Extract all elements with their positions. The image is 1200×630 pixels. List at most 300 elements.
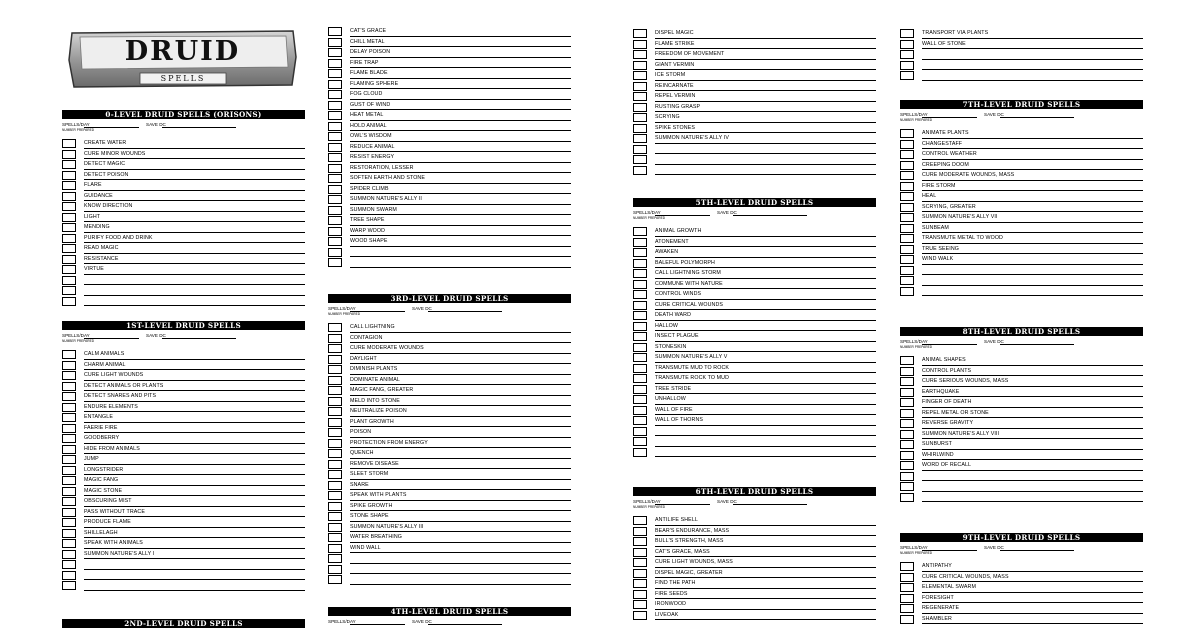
write-in-line[interactable] xyxy=(655,101,876,102)
prepared-count-box[interactable] xyxy=(62,466,76,475)
prepared-count-box[interactable] xyxy=(633,558,647,567)
write-in-line[interactable] xyxy=(655,309,876,310)
prepared-count-box[interactable] xyxy=(900,482,914,491)
write-in-line[interactable] xyxy=(655,372,876,373)
prepared-count-box[interactable] xyxy=(900,615,914,624)
prepared-count-box[interactable] xyxy=(900,192,914,201)
write-in-line[interactable] xyxy=(655,383,876,384)
write-in-line[interactable] xyxy=(350,141,571,142)
prepared-count-box[interactable] xyxy=(62,550,76,559)
prepared-count-box[interactable] xyxy=(633,124,647,133)
prepared-count-box[interactable] xyxy=(328,365,342,374)
prepared-count-box[interactable] xyxy=(900,430,914,439)
write-in-line[interactable] xyxy=(84,432,305,433)
prepared-count-box[interactable] xyxy=(900,140,914,149)
prepared-count-box[interactable] xyxy=(633,590,647,599)
write-in-line[interactable] xyxy=(350,395,571,396)
prepared-count-box[interactable] xyxy=(62,234,76,243)
prepared-count-box[interactable] xyxy=(62,434,76,443)
write-in-line[interactable] xyxy=(350,172,571,173)
prepared-count-box[interactable] xyxy=(328,164,342,173)
write-in-line[interactable] xyxy=(655,59,876,60)
prepared-count-box[interactable] xyxy=(633,322,647,331)
write-in-line[interactable] xyxy=(655,246,876,247)
prepared-count-box[interactable] xyxy=(633,71,647,80)
prepared-count-box[interactable] xyxy=(328,575,342,584)
prepared-count-box[interactable] xyxy=(62,529,76,538)
write-in-line[interactable] xyxy=(655,38,876,39)
prepared-count-box[interactable] xyxy=(62,445,76,454)
prepared-count-box[interactable] xyxy=(633,406,647,415)
write-in-line[interactable] xyxy=(922,459,1143,460)
prepared-count-box[interactable] xyxy=(328,386,342,395)
prepared-count-box[interactable] xyxy=(633,579,647,588)
prepared-count-box[interactable] xyxy=(328,544,342,553)
write-in-line[interactable] xyxy=(655,90,876,91)
prepared-count-box[interactable] xyxy=(900,161,914,170)
prepared-count-box[interactable] xyxy=(900,171,914,180)
prepared-count-box[interactable] xyxy=(900,40,914,49)
prepared-count-box[interactable] xyxy=(62,413,76,422)
write-in-line[interactable] xyxy=(922,407,1143,408)
prepared-count-box[interactable] xyxy=(900,583,914,592)
prepared-count-box[interactable] xyxy=(62,150,76,159)
write-in-line[interactable] xyxy=(84,537,305,538)
write-in-line[interactable] xyxy=(922,59,1143,60)
prepared-count-box[interactable] xyxy=(633,269,647,278)
write-in-line[interactable] xyxy=(655,330,876,331)
write-in-line[interactable] xyxy=(350,162,571,163)
write-in-line[interactable] xyxy=(350,214,571,215)
write-in-line[interactable] xyxy=(922,80,1143,81)
prepared-count-box[interactable] xyxy=(328,554,342,563)
write-in-line[interactable] xyxy=(350,405,571,406)
write-in-line[interactable] xyxy=(84,474,305,475)
prepared-count-box[interactable] xyxy=(328,153,342,162)
prepared-count-box[interactable] xyxy=(633,155,647,164)
write-in-line[interactable] xyxy=(84,590,305,591)
write-in-line[interactable] xyxy=(350,88,571,89)
write-in-line[interactable] xyxy=(922,501,1143,502)
write-in-line[interactable] xyxy=(350,468,571,469)
prepared-count-box[interactable] xyxy=(328,533,342,542)
write-in-line[interactable] xyxy=(84,390,305,391)
prepared-count-box[interactable] xyxy=(633,516,647,525)
prepared-count-box[interactable] xyxy=(900,245,914,254)
prepared-count-box[interactable] xyxy=(900,50,914,59)
write-in-line[interactable] xyxy=(84,359,305,360)
prepared-count-box[interactable] xyxy=(328,323,342,332)
prepared-count-box[interactable] xyxy=(633,311,647,320)
write-in-line[interactable] xyxy=(655,414,876,415)
prepared-count-box[interactable] xyxy=(328,344,342,353)
write-in-line[interactable] xyxy=(922,38,1143,39)
prepared-count-box[interactable] xyxy=(62,297,76,306)
prepared-count-box[interactable] xyxy=(62,265,76,274)
write-in-line[interactable] xyxy=(922,491,1143,492)
write-in-line[interactable] xyxy=(350,342,571,343)
write-in-line[interactable] xyxy=(922,274,1143,275)
prepared-count-box[interactable] xyxy=(900,203,914,212)
prepared-count-box[interactable] xyxy=(900,573,914,582)
write-in-line[interactable] xyxy=(350,542,571,543)
write-in-line[interactable] xyxy=(655,132,876,133)
write-in-line[interactable] xyxy=(922,48,1143,49)
write-in-line[interactable] xyxy=(922,613,1143,614)
prepared-count-box[interactable] xyxy=(633,416,647,425)
write-in-line[interactable] xyxy=(655,341,876,342)
prepared-count-box[interactable] xyxy=(328,59,342,68)
write-in-line[interactable] xyxy=(655,69,876,70)
prepared-count-box[interactable] xyxy=(633,103,647,112)
prepared-count-box[interactable] xyxy=(62,424,76,433)
write-in-line[interactable] xyxy=(84,169,305,170)
prepared-count-box[interactable] xyxy=(62,255,76,264)
write-in-line[interactable] xyxy=(922,428,1143,429)
prepared-count-box[interactable] xyxy=(328,195,342,204)
write-in-line[interactable] xyxy=(655,174,876,175)
prepared-count-box[interactable] xyxy=(328,80,342,89)
write-in-line[interactable] xyxy=(84,548,305,549)
write-in-line[interactable] xyxy=(350,256,571,257)
prepared-count-box[interactable] xyxy=(328,237,342,246)
prepared-count-box[interactable] xyxy=(633,290,647,299)
write-in-line[interactable] xyxy=(922,222,1143,223)
write-in-line[interactable] xyxy=(655,577,876,578)
write-in-line[interactable] xyxy=(922,264,1143,265)
prepared-count-box[interactable] xyxy=(328,69,342,78)
prepared-count-box[interactable] xyxy=(900,493,914,502)
write-in-line[interactable] xyxy=(922,211,1143,212)
write-in-line[interactable] xyxy=(350,552,571,553)
write-in-line[interactable] xyxy=(922,470,1143,471)
write-in-line[interactable] xyxy=(84,284,305,285)
write-in-line[interactable] xyxy=(350,109,571,110)
prepared-count-box[interactable] xyxy=(62,192,76,201)
write-in-line[interactable] xyxy=(350,447,571,448)
write-in-line[interactable] xyxy=(655,456,876,457)
prepared-count-box[interactable] xyxy=(900,604,914,613)
prepared-count-box[interactable] xyxy=(328,48,342,57)
write-in-line[interactable] xyxy=(922,438,1143,439)
prepared-count-box[interactable] xyxy=(328,565,342,574)
write-in-line[interactable] xyxy=(350,183,571,184)
prepared-count-box[interactable] xyxy=(62,455,76,464)
prepared-count-box[interactable] xyxy=(633,134,647,143)
prepared-count-box[interactable] xyxy=(633,427,647,436)
write-in-line[interactable] xyxy=(655,404,876,405)
prepared-count-box[interactable] xyxy=(633,50,647,59)
write-in-line[interactable] xyxy=(350,204,571,205)
write-in-line[interactable] xyxy=(350,489,571,490)
write-in-line[interactable] xyxy=(922,295,1143,296)
prepared-count-box[interactable] xyxy=(328,101,342,110)
write-in-line[interactable] xyxy=(350,151,571,152)
prepared-count-box[interactable] xyxy=(900,234,914,243)
write-in-line[interactable] xyxy=(922,253,1143,254)
write-in-line[interactable] xyxy=(655,535,876,536)
write-in-line[interactable] xyxy=(84,221,305,222)
prepared-count-box[interactable] xyxy=(633,280,647,289)
prepared-count-box[interactable] xyxy=(62,361,76,370)
prepared-count-box[interactable] xyxy=(328,132,342,141)
prepared-count-box[interactable] xyxy=(900,213,914,222)
write-in-line[interactable] xyxy=(84,232,305,233)
write-in-line[interactable] xyxy=(350,510,571,511)
write-in-line[interactable] xyxy=(655,122,876,123)
write-in-line[interactable] xyxy=(84,200,305,201)
write-in-line[interactable] xyxy=(84,527,305,528)
prepared-count-box[interactable] xyxy=(328,470,342,479)
write-in-line[interactable] xyxy=(655,609,876,610)
write-in-line[interactable] xyxy=(350,46,571,47)
prepared-count-box[interactable] xyxy=(633,166,647,175)
write-in-line[interactable] xyxy=(84,158,305,159)
prepared-count-box[interactable] xyxy=(328,502,342,511)
prepared-count-box[interactable] xyxy=(633,301,647,310)
prepared-count-box[interactable] xyxy=(900,419,914,428)
write-in-line[interactable] xyxy=(655,236,876,237)
prepared-count-box[interactable] xyxy=(633,113,647,122)
prepared-count-box[interactable] xyxy=(900,182,914,191)
write-in-line[interactable] xyxy=(922,201,1143,202)
prepared-count-box[interactable] xyxy=(62,181,76,190)
write-in-line[interactable] xyxy=(350,426,571,427)
prepared-count-box[interactable] xyxy=(900,29,914,38)
prepared-count-box[interactable] xyxy=(633,332,647,341)
write-in-line[interactable] xyxy=(84,558,305,559)
write-in-line[interactable] xyxy=(84,242,305,243)
write-in-line[interactable] xyxy=(350,130,571,131)
write-in-line[interactable] xyxy=(350,353,571,354)
write-in-line[interactable] xyxy=(350,521,571,522)
write-in-line[interactable] xyxy=(922,449,1143,450)
write-in-line[interactable] xyxy=(922,180,1143,181)
write-in-line[interactable] xyxy=(84,274,305,275)
write-in-line[interactable] xyxy=(350,36,571,37)
prepared-count-box[interactable] xyxy=(633,145,647,154)
prepared-count-box[interactable] xyxy=(633,611,647,620)
prepared-count-box[interactable] xyxy=(328,90,342,99)
prepared-count-box[interactable] xyxy=(328,418,342,427)
prepared-count-box[interactable] xyxy=(900,129,914,138)
prepared-count-box[interactable] xyxy=(62,392,76,401)
prepared-count-box[interactable] xyxy=(62,371,76,380)
prepared-count-box[interactable] xyxy=(633,448,647,457)
prepared-count-box[interactable] xyxy=(62,160,76,169)
write-in-line[interactable] xyxy=(922,623,1143,624)
write-in-line[interactable] xyxy=(922,232,1143,233)
write-in-line[interactable] xyxy=(655,299,876,300)
prepared-count-box[interactable] xyxy=(62,350,76,359)
prepared-count-box[interactable] xyxy=(900,367,914,376)
prepared-count-box[interactable] xyxy=(900,287,914,296)
write-in-line[interactable] xyxy=(350,225,571,226)
prepared-count-box[interactable] xyxy=(900,71,914,80)
write-in-line[interactable] xyxy=(922,190,1143,191)
write-in-line[interactable] xyxy=(350,235,571,236)
prepared-count-box[interactable] xyxy=(633,29,647,38)
prepared-count-box[interactable] xyxy=(900,61,914,70)
write-in-line[interactable] xyxy=(655,278,876,279)
write-in-line[interactable] xyxy=(350,416,571,417)
write-in-line[interactable] xyxy=(655,143,876,144)
write-in-line[interactable] xyxy=(655,556,876,557)
write-in-line[interactable] xyxy=(350,67,571,68)
prepared-count-box[interactable] xyxy=(633,82,647,91)
prepared-count-box[interactable] xyxy=(62,213,76,222)
prepared-count-box[interactable] xyxy=(633,548,647,557)
prepared-count-box[interactable] xyxy=(633,353,647,362)
prepared-count-box[interactable] xyxy=(900,224,914,233)
write-in-line[interactable] xyxy=(655,267,876,268)
prepared-count-box[interactable] xyxy=(633,92,647,101)
write-in-line[interactable] xyxy=(350,363,571,364)
prepared-count-box[interactable] xyxy=(633,238,647,247)
prepared-count-box[interactable] xyxy=(328,481,342,490)
prepared-count-box[interactable] xyxy=(900,472,914,481)
write-in-line[interactable] xyxy=(84,263,305,264)
prepared-count-box[interactable] xyxy=(62,487,76,496)
write-in-line[interactable] xyxy=(655,588,876,589)
write-in-line[interactable] xyxy=(84,464,305,465)
write-in-line[interactable] xyxy=(350,573,571,574)
write-in-line[interactable] xyxy=(84,305,305,306)
write-in-line[interactable] xyxy=(84,401,305,402)
write-in-line[interactable] xyxy=(350,374,571,375)
prepared-count-box[interactable] xyxy=(328,449,342,458)
prepared-count-box[interactable] xyxy=(328,376,342,385)
prepared-count-box[interactable] xyxy=(62,223,76,232)
prepared-count-box[interactable] xyxy=(633,385,647,394)
prepared-count-box[interactable] xyxy=(62,539,76,548)
prepared-count-box[interactable] xyxy=(62,139,76,148)
prepared-count-box[interactable] xyxy=(328,216,342,225)
write-in-line[interactable] xyxy=(922,602,1143,603)
prepared-count-box[interactable] xyxy=(328,38,342,47)
write-in-line[interactable] xyxy=(922,581,1143,582)
prepared-count-box[interactable] xyxy=(62,560,76,569)
write-in-line[interactable] xyxy=(84,485,305,486)
prepared-count-box[interactable] xyxy=(900,377,914,386)
write-in-line[interactable] xyxy=(922,148,1143,149)
write-in-line[interactable] xyxy=(655,567,876,568)
prepared-count-box[interactable] xyxy=(328,122,342,131)
prepared-count-box[interactable] xyxy=(62,276,76,285)
write-in-line[interactable] xyxy=(350,120,571,121)
prepared-count-box[interactable] xyxy=(633,248,647,257)
prepared-count-box[interactable] xyxy=(633,364,647,373)
write-in-line[interactable] xyxy=(655,362,876,363)
write-in-line[interactable] xyxy=(655,257,876,258)
write-in-line[interactable] xyxy=(84,148,305,149)
prepared-count-box[interactable] xyxy=(62,497,76,506)
write-in-line[interactable] xyxy=(350,267,571,268)
prepared-count-box[interactable] xyxy=(328,439,342,448)
write-in-line[interactable] xyxy=(84,453,305,454)
write-in-line[interactable] xyxy=(84,506,305,507)
prepared-count-box[interactable] xyxy=(900,255,914,264)
prepared-count-box[interactable] xyxy=(633,537,647,546)
prepared-count-box[interactable] xyxy=(328,407,342,416)
prepared-count-box[interactable] xyxy=(900,409,914,418)
write-in-line[interactable] xyxy=(655,546,876,547)
write-in-line[interactable] xyxy=(655,619,876,620)
write-in-line[interactable] xyxy=(655,351,876,352)
prepared-count-box[interactable] xyxy=(633,600,647,609)
write-in-line[interactable] xyxy=(655,525,876,526)
prepared-count-box[interactable] xyxy=(900,150,914,159)
prepared-count-box[interactable] xyxy=(900,461,914,470)
write-in-line[interactable] xyxy=(84,411,305,412)
write-in-line[interactable] xyxy=(655,393,876,394)
prepared-count-box[interactable] xyxy=(633,40,647,49)
write-in-line[interactable] xyxy=(84,190,305,191)
write-in-line[interactable] xyxy=(655,435,876,436)
write-in-line[interactable] xyxy=(84,569,305,570)
write-in-line[interactable] xyxy=(922,592,1143,593)
write-in-line[interactable] xyxy=(655,425,876,426)
write-in-line[interactable] xyxy=(350,57,571,58)
write-in-line[interactable] xyxy=(922,386,1143,387)
write-in-line[interactable] xyxy=(84,516,305,517)
write-in-line[interactable] xyxy=(350,500,571,501)
write-in-line[interactable] xyxy=(350,584,571,585)
prepared-count-box[interactable] xyxy=(328,523,342,532)
prepared-count-box[interactable] xyxy=(900,398,914,407)
write-in-line[interactable] xyxy=(350,99,571,100)
write-in-line[interactable] xyxy=(922,243,1143,244)
prepared-count-box[interactable] xyxy=(633,374,647,383)
prepared-count-box[interactable] xyxy=(62,476,76,485)
prepared-count-box[interactable] xyxy=(328,258,342,267)
prepared-count-box[interactable] xyxy=(62,518,76,527)
write-in-line[interactable] xyxy=(655,48,876,49)
prepared-count-box[interactable] xyxy=(633,527,647,536)
prepared-count-box[interactable] xyxy=(900,451,914,460)
prepared-count-box[interactable] xyxy=(900,276,914,285)
write-in-line[interactable] xyxy=(922,396,1143,397)
write-in-line[interactable] xyxy=(922,365,1143,366)
prepared-count-box[interactable] xyxy=(62,286,76,295)
write-in-line[interactable] xyxy=(922,285,1143,286)
prepared-count-box[interactable] xyxy=(328,512,342,521)
prepared-count-box[interactable] xyxy=(633,227,647,236)
write-in-line[interactable] xyxy=(922,375,1143,376)
write-in-line[interactable] xyxy=(922,417,1143,418)
prepared-count-box[interactable] xyxy=(328,206,342,215)
write-in-line[interactable] xyxy=(84,253,305,254)
prepared-count-box[interactable] xyxy=(328,397,342,406)
prepared-count-box[interactable] xyxy=(62,202,76,211)
prepared-count-box[interactable] xyxy=(900,562,914,571)
write-in-line[interactable] xyxy=(84,211,305,212)
write-in-line[interactable] xyxy=(350,332,571,333)
prepared-count-box[interactable] xyxy=(62,244,76,253)
write-in-line[interactable] xyxy=(350,246,571,247)
write-in-line[interactable] xyxy=(350,531,571,532)
prepared-count-box[interactable] xyxy=(633,61,647,70)
prepared-count-box[interactable] xyxy=(328,143,342,152)
write-in-line[interactable] xyxy=(655,80,876,81)
prepared-count-box[interactable] xyxy=(633,343,647,352)
write-in-line[interactable] xyxy=(350,563,571,564)
prepared-count-box[interactable] xyxy=(900,356,914,365)
write-in-line[interactable] xyxy=(350,193,571,194)
write-in-line[interactable] xyxy=(922,571,1143,572)
write-in-line[interactable] xyxy=(922,138,1143,139)
write-in-line[interactable] xyxy=(350,384,571,385)
